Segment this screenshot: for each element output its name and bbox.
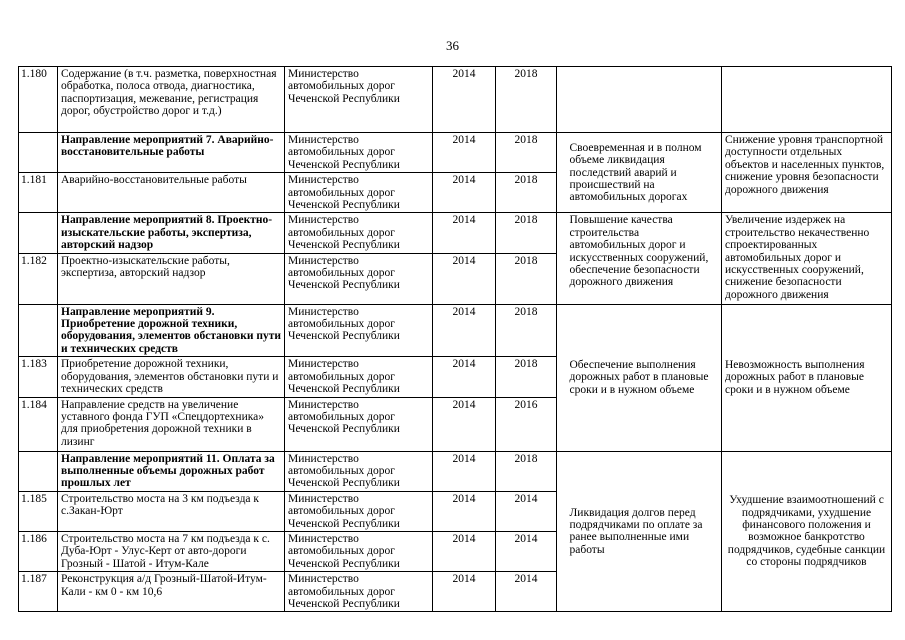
- row-number: 1.182: [19, 253, 58, 304]
- row-start-year: 2014: [433, 572, 496, 612]
- row-number: 1.186: [19, 531, 58, 571]
- row-name: Аварийно-восстановительные работы: [58, 173, 285, 213]
- result-cell: Ликвидация долгов перед подрядчиками по оплате за ранее выполненные ими работы: [567, 451, 722, 612]
- table-row: [19, 67, 892, 133]
- row-number: [19, 451, 58, 491]
- row-executor: Министерство автомобильных дорог Чеченской Республики: [285, 572, 433, 612]
- table-row: [19, 133, 892, 173]
- result-cell: [567, 67, 722, 133]
- row-start-year: 2014: [433, 357, 496, 397]
- row-executor: Министерство автомобильных дорог Чеченской Республики: [285, 173, 433, 213]
- row-executor: Министерство автомобильных дорог Чеченской Республики: [285, 491, 433, 531]
- consequence-cell: Ухудшение взаимоотношений с подрядчиками, ухудшение финансового положения и возможное банкротство подрядчиков, судебные санкции со стороны подрядчиков: [722, 451, 892, 612]
- table-row: [19, 451, 892, 491]
- row-start-year: 2014: [433, 173, 496, 213]
- row-end-year: 2016: [496, 397, 557, 451]
- row-end-year: 2018: [496, 357, 557, 397]
- row-name: Строительство моста на 3 км подъезда к с.Закан-Юрт: [58, 491, 285, 531]
- result-cell: Обеспечение выполнения дорожных работ в плановые сроки и в нужном объеме: [567, 304, 722, 451]
- row-executor: Министерство автомобильных дорог Чеченской Республики: [285, 253, 433, 304]
- row-number: [19, 133, 58, 173]
- row-name: Направление средств на увеличение уставного фонда ГУП «Спецдортехника» для приобретения дорожной техники в лизинг: [58, 397, 285, 451]
- row-number: 1.185: [19, 491, 58, 531]
- row-name: Направление мероприятий 9. Приобретение дорожной техники, оборудования, элементов обстановки пути и технических средств: [58, 304, 285, 357]
- consequence-cell: Снижение уровня транспортной доступности отдельных объектов и населенных пунктов, снижение уровня безопасности дорожного движения: [722, 133, 892, 213]
- row-start-year: 2014: [433, 451, 496, 491]
- program-table: [18, 66, 892, 612]
- row-start-year: 2014: [433, 531, 496, 571]
- row-executor: Министерство автомобильных дорог Чеченской Республики: [285, 133, 433, 173]
- row-name: Строительство моста на 7 км подъезда к с. Дуба-Юрт - Улус-Керт от авто-дороги Грозный - Шатой - Итум-Кале: [58, 531, 285, 571]
- table-row: [19, 304, 892, 357]
- consequence-cell: [722, 67, 892, 133]
- row-end-year: 2018: [496, 133, 557, 173]
- row-start-year: 2014: [433, 304, 496, 357]
- result-cell: Своевременная и в полном объеме ликвидация последствий аварий и происшествий на автомобильных дорогах: [567, 133, 722, 213]
- row-end-year: 2018: [496, 304, 557, 357]
- consequence-cell: Невозможность выполнения дорожных работ в плановые сроки и в нужном объеме: [722, 304, 892, 451]
- row-number: 1.180: [19, 67, 58, 133]
- row-name: Направление мероприятий 8. Проектно-изыскательские работы, экспертиза, авторский надзор: [58, 213, 285, 253]
- row-executor: Министерство автомобильных дорог Чеченской Республики: [285, 531, 433, 571]
- row-start-year: 2014: [433, 213, 496, 253]
- row-executor: Министерство автомобильных дорог Чеченской Республики: [285, 397, 433, 451]
- row-name: Направление мероприятий 7. Аварийно-восстановительные работы: [58, 133, 285, 173]
- row-number: 1.187: [19, 572, 58, 612]
- row-start-year: 2014: [433, 67, 496, 133]
- row-end-year: 2014: [496, 572, 557, 612]
- row-number: [19, 213, 58, 253]
- row-end-year: 2018: [496, 213, 557, 253]
- result-cell: Повышение качества строительства автомобильных дорог и искусственных сооружений, обеспечение безопасности дорожного движения: [567, 213, 722, 304]
- row-end-year: 2018: [496, 253, 557, 304]
- row-executor: Министерство автомобильных дорог Чеченской Республики: [285, 67, 433, 133]
- row-end-year: 2018: [496, 173, 557, 213]
- row-start-year: 2014: [433, 253, 496, 304]
- row-end-year: 2014: [496, 491, 557, 531]
- consequence-cell: Увеличение издержек на строительство некачественно спроектированных автомобильных дорог и искусственных сооружений, снижение безопасности дорожного движения: [722, 213, 892, 304]
- row-name: Проектно-изыскательские работы, экспертиза, авторский надзор: [58, 253, 285, 304]
- row-name: Приобретение дорожной техники, оборудования, элементов обстановки пути и технических средств: [58, 357, 285, 397]
- row-executor: Министерство автомобильных дорог Чеченской Республики: [285, 213, 433, 253]
- page-number: 36: [446, 38, 459, 53]
- row-number: [19, 304, 58, 357]
- row-end-year: 2018: [496, 451, 557, 491]
- row-end-year: 2018: [496, 67, 557, 133]
- row-start-year: 2014: [433, 397, 496, 451]
- row-number: 1.184: [19, 397, 58, 451]
- row-number: 1.181: [19, 173, 58, 213]
- row-name: Содержание (в т.ч. разметка, поверхностная обработка, полоса отвода, диагностика, паспортизация, межевание, регистрация дорог, обустройство дорог и т.д.): [58, 67, 285, 133]
- row-name: Реконструкция а/д Грозный-Шатой-Итум-Кали - км 0 - км 10,6: [58, 572, 285, 612]
- row-name: Направление мероприятий 11. Оплата за выполненные объемы дорожных работ прошлых лет: [58, 451, 285, 491]
- row-executor: Министерство автомобильных дорог Чеченской Республики: [285, 304, 433, 357]
- row-number: 1.183: [19, 357, 58, 397]
- row-start-year: 2014: [433, 133, 496, 173]
- row-end-year: 2014: [496, 531, 557, 571]
- row-start-year: 2014: [433, 491, 496, 531]
- table-row: [19, 213, 892, 253]
- row-executor: Министерство автомобильных дорог Чеченской Республики: [285, 451, 433, 491]
- row-executor: Министерство автомобильных дорог Чеченской Республики: [285, 357, 433, 397]
